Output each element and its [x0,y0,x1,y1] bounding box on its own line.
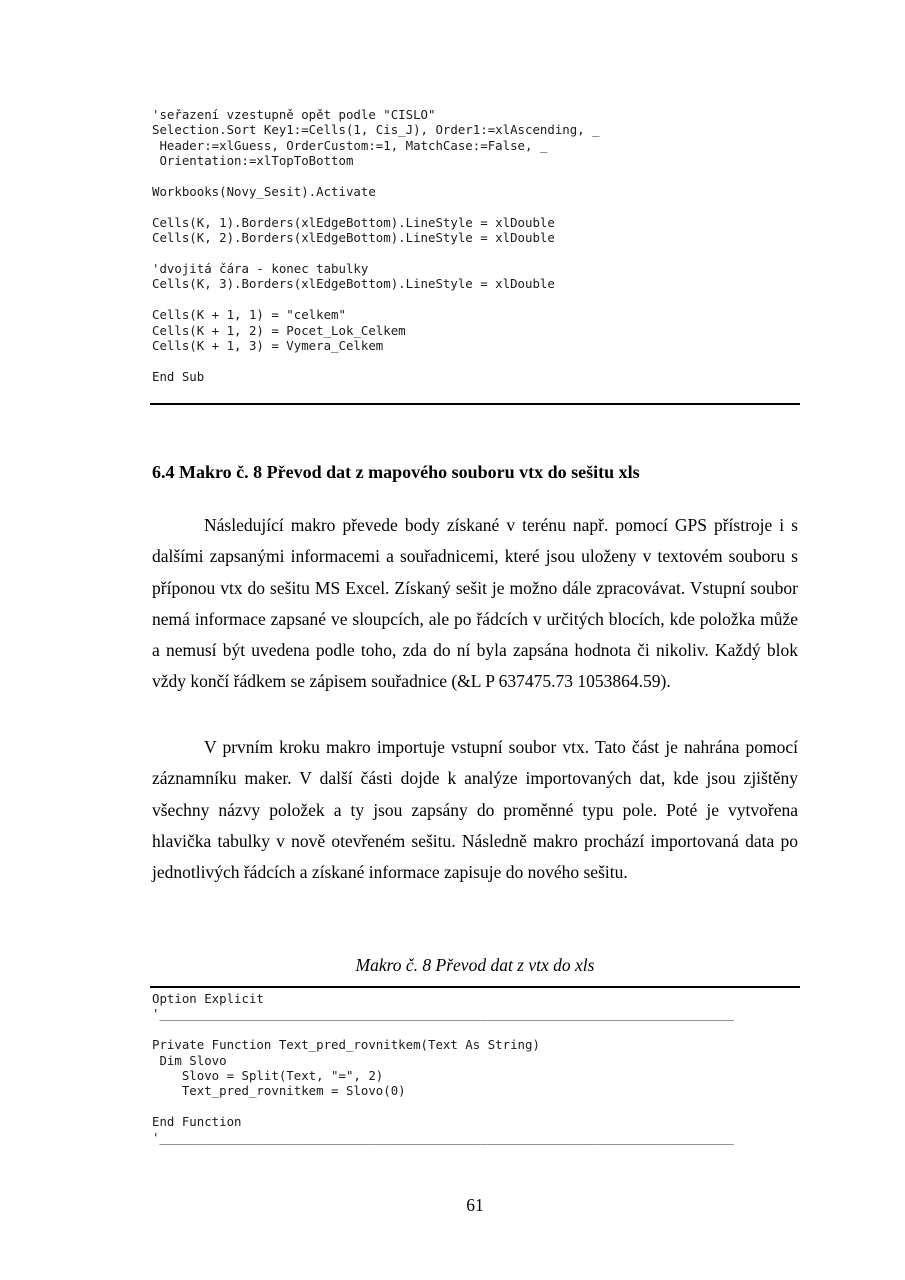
code-line: Orientation:=xlTopToBottom [152,153,354,169]
code-bottom-rule [150,403,800,405]
code-line: '_____________________________________________________________________________ [152,1129,734,1145]
code-line: Private Function Text_pred_rovnitkem(Text As String) [152,1037,540,1053]
code-line: End Sub [152,368,205,384]
code-line [152,246,600,261]
code-line [152,169,600,184]
listing-caption: Makro č. 8 Převod dat z vtx do xls [355,955,595,975]
code-top-rule [150,986,800,988]
code-block-bottom [152,991,734,1145]
code-line [152,199,600,214]
code-line [152,1022,734,1037]
code-line: 'seřazení vzestupně opět podle "CISLO" [152,107,436,122]
section-heading: 6.4 Makro č. 8 Převod dat z mapového souboru vtx do sešitu xls [152,462,640,482]
code-line: Header:=xlGuess, OrderCustom:=1, MatchCase:=False, _ [152,137,548,153]
code-line: Dim Slovo [152,1052,227,1068]
code-line: Selection.Sort Key1:=Cells(1, Cis_J), Order1:=xlAscending, _ [152,122,600,138]
code-line [152,1099,734,1114]
code-line: Workbooks(Novy_Sesit).Activate [152,184,376,200]
code-line: '_____________________________________________________________________________ [152,1006,734,1022]
code-line: End Function [152,1114,242,1130]
page-number: 61 [466,1195,484,1215]
code-line: Option Explicit [152,991,264,1006]
code-line: Cells(K + 1, 3) = Vymera_Celkem [152,338,384,354]
code-line: Cells(K, 2).Borders(xlEdgeBottom).LineStyle = xlDouble [152,230,555,246]
code-line: Cells(K + 1, 2) = Pocet_Lok_Celkem [152,322,406,338]
code-line [152,292,600,307]
code-line: Text_pred_rovnitkem = Slovo(0) [152,1083,406,1099]
code-line: Cells(K, 3).Borders(xlEdgeBottom).LineStyle = xlDouble [152,276,555,292]
code-line: Cells(K + 1, 1) = "celkem" [152,307,346,323]
code-block-top [152,107,600,384]
code-line: Cells(K, 1).Borders(xlEdgeBottom).LineStyle = xlDouble [152,214,555,230]
code-line: 'dvojitá čára - konec tabulky [152,261,369,277]
paragraph-2: V prvním kroku makro importuje vstupní soubor vtx. Tato část je nahrána pomocí záznamníku maker. V další části dojde k analýze importovaných dat, kde jsou zjištěny všechny názvy položek a ty jsou zapsány do proměnné typu pole. Poté je vytvořena hlavička tabulky v nově otevřeném sešitu. Následně makro prochází importovaná data po jednotlivých řádcích a získané informace zapisuje do nového sešitu. [152,737,798,883]
paragraph-1: Následující makro převede body získané v terénu např. pomocí GPS přístroje i s dalšími zapsanými informacemi a souřadnicemi, které jsou uloženy v textovém souboru s příponou vtx do sešitu MS Excel. Získaný sešit je možno dále zpracovávat. Vstupní soubor nemá informace zapsané ve sloupcích, ale po řádcích v určitých blocích, kde položka může a nemusí být uvedena podle toho, zda do ní byla zapsána hodnota či nikoliv. Každý blok vždy končí řádkem se zápisem souřadnice (&L P 637475.73 1053864.59). [152,515,798,692]
code-line [152,354,600,369]
code-line: Slovo = Split(Text, "=", 2) [152,1068,384,1084]
